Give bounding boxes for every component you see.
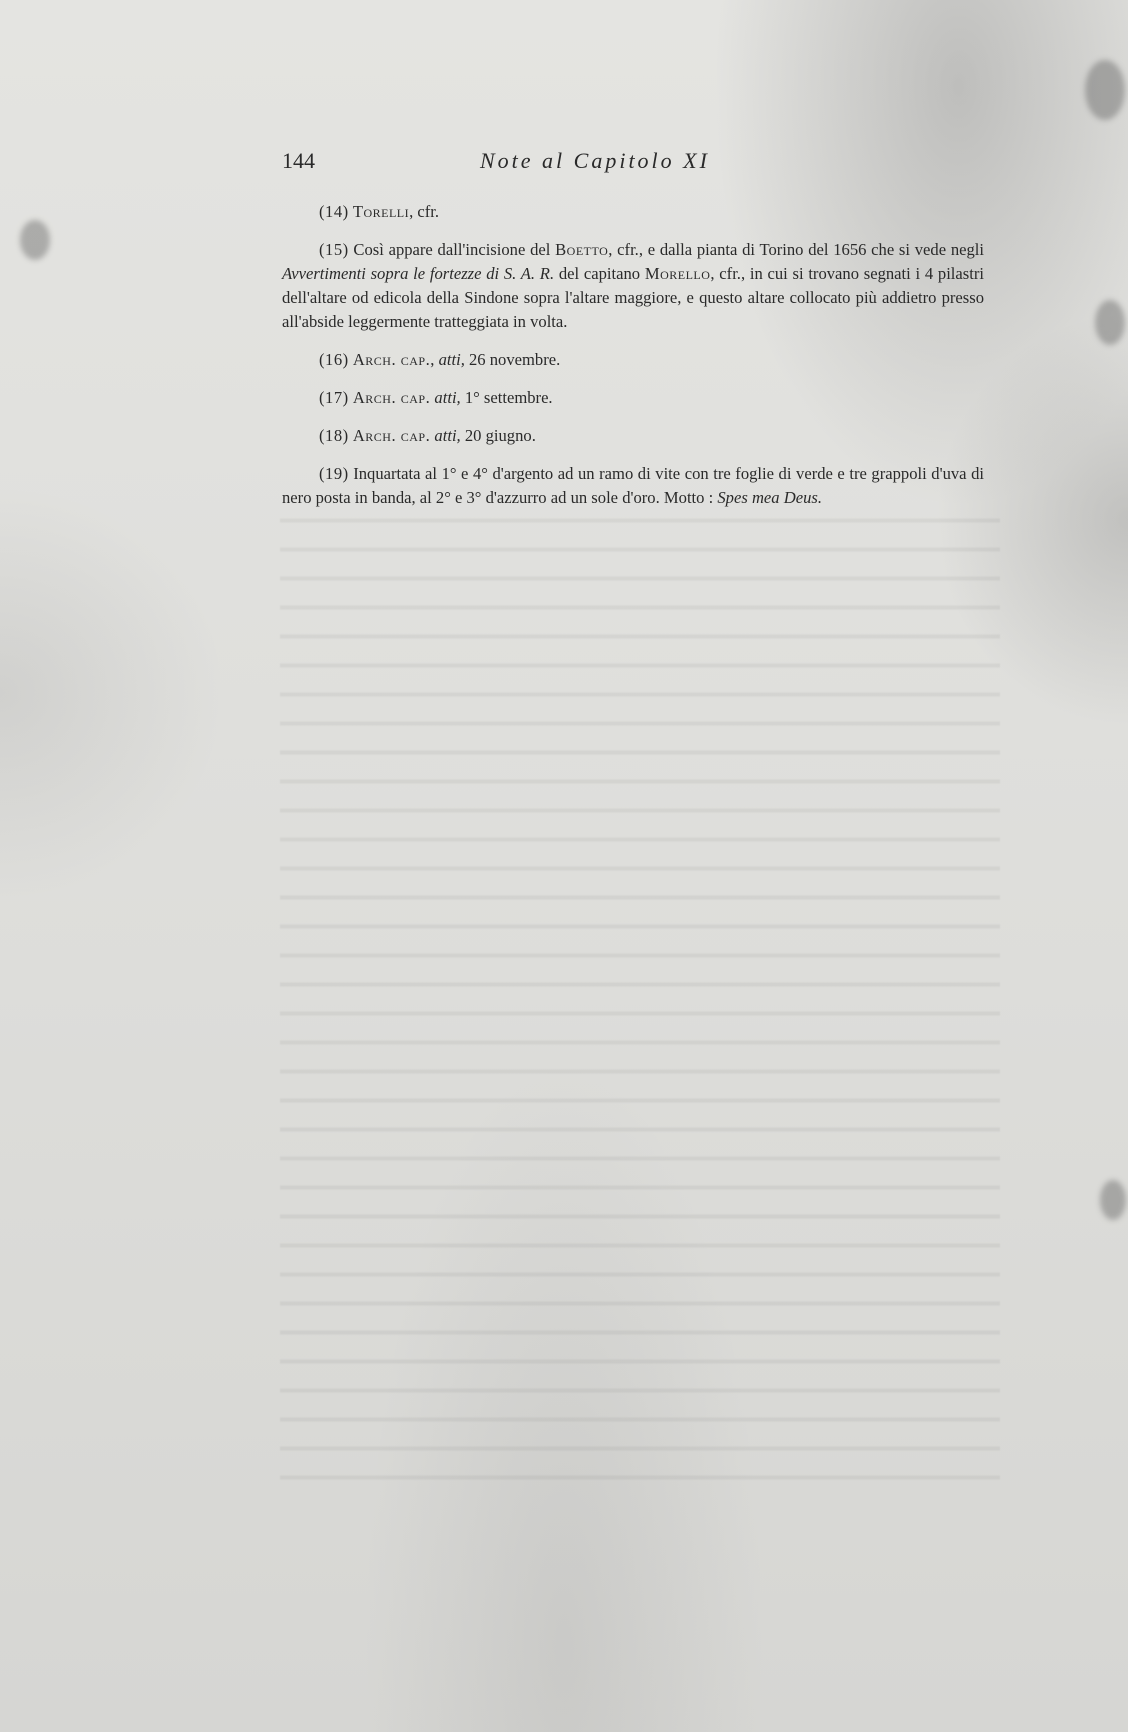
footnote-text-sc: Morello bbox=[644, 264, 711, 283]
footnote-text-italic: Avvertimenti sopra le fortezze di S. A. R. bbox=[282, 264, 555, 283]
footnote-number: (19) bbox=[319, 464, 349, 483]
footnote-text-italic: atti, bbox=[434, 426, 461, 445]
page-number: 144 bbox=[282, 148, 315, 173]
footnote-text: , cfr., in cui si trovano segnati i 4 pilastri dell'altare od edicola della Sindone sopra l'altare maggiore, e questo altare collocato più addietro presso all'abside leggermente tratteggiata in volta. bbox=[282, 264, 984, 331]
footnote-number: (18) bbox=[319, 426, 349, 445]
footnotes bbox=[282, 200, 984, 524]
show-through-text bbox=[280, 500, 1000, 1500]
footnote-text-sc: Boetto bbox=[555, 240, 609, 259]
footnote-text: , bbox=[430, 350, 439, 369]
scan-smudge bbox=[1085, 60, 1125, 120]
footnote bbox=[282, 348, 984, 372]
footnote-text: 20 giugno. bbox=[460, 426, 536, 445]
footnote-text: , cfr. bbox=[409, 202, 440, 221]
page-header bbox=[282, 148, 982, 178]
footnote-text-sc: Arch. cap. bbox=[352, 350, 431, 369]
footnote-text: Inquartata al 1° e 4° d'argento ad un ramo di vite con tre foglie di verde e tre grappoli d'uva di nero posta in banda, al 2° e 3° d'azzurro ad un sole d'oro. Motto : bbox=[282, 464, 984, 507]
scan-smudge bbox=[1095, 300, 1125, 345]
footnote bbox=[282, 200, 984, 224]
footnote-text-sc: Arch. cap. bbox=[352, 426, 431, 445]
footnote-text: 1° settembre. bbox=[460, 388, 553, 407]
footnote-number: (14) bbox=[319, 202, 349, 221]
scan-smudge bbox=[20, 220, 50, 260]
footnote bbox=[282, 238, 984, 334]
footnote-number: (16) bbox=[319, 350, 349, 369]
footnote-text-italic: atti, bbox=[434, 388, 461, 407]
footnote-number: (17) bbox=[319, 388, 349, 407]
scan-smudge bbox=[1100, 1180, 1126, 1220]
footnote-text-italic: atti, bbox=[438, 350, 465, 369]
footnote-text: , cfr., e dalla pianta di Torino del 1656 che si vede negli bbox=[608, 240, 984, 259]
footnote-text: del capitano bbox=[554, 264, 645, 283]
footnote-text-italic: Spes mea Deus. bbox=[717, 488, 822, 507]
footnote bbox=[282, 462, 984, 510]
footnote-text-sc: Torelli bbox=[352, 202, 410, 221]
footnote-number: (15) bbox=[319, 240, 349, 259]
footnote bbox=[282, 424, 984, 448]
footnote bbox=[282, 386, 984, 410]
footnote-text: Così appare dall'incisione del bbox=[353, 240, 556, 259]
footnote-text: 26 novembre. bbox=[464, 350, 561, 369]
footnote-text-sc: Arch. cap. bbox=[352, 388, 431, 407]
running-title: Note al Capitolo XI bbox=[480, 148, 710, 173]
